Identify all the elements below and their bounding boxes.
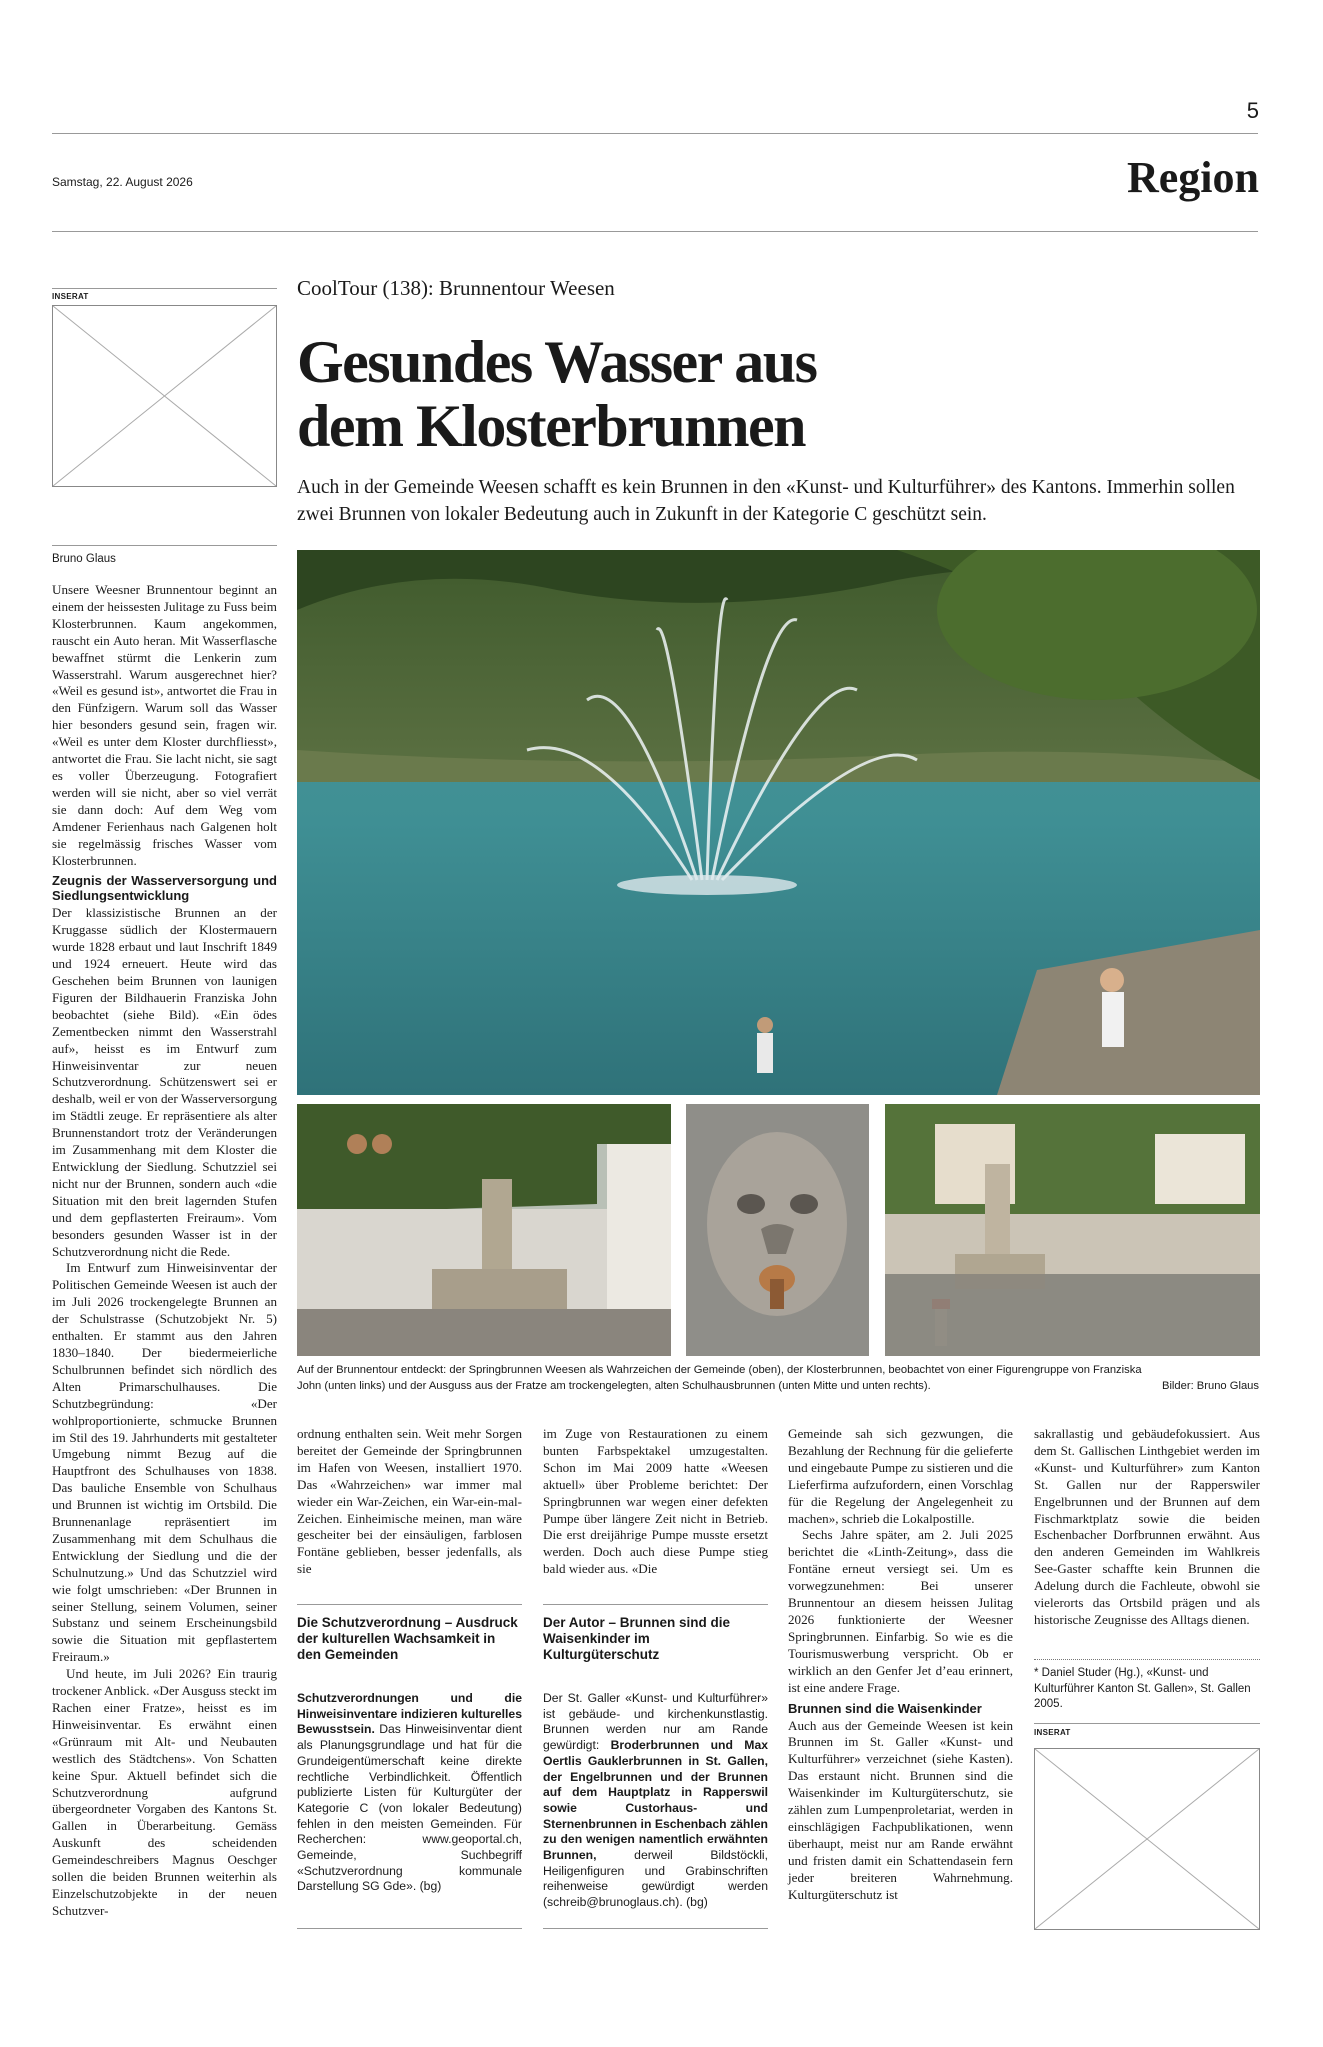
paragraph: Der klassizistische Brunnen an der Kruggasse südlich der Klostermauern wurde 1828 erbaut und laut Inschrift 1849 und 1924 erneuert. Heute wird das Geschehen beim Brunnen von launigen Figuren der Bildhauerin Franziska John beobachtet (siehe Bild). «Ein ödes Zementbecken nimmt den Wasserstrahl auf», heisst es im Entwurf zum Hinweisinventar zur neuen Schutzverordnung. Schützenswert sei er deshalb, weil er von der Wasserversorgung im Städtli zeuge. Er repräsentiere als alter Brunnenstandort trotz der Veränderungen im Zusammenhang mit dem Kloster die Entwicklung der Siedlung. Schutzziel sei nicht nur der Brunnen, sondern auch «die Situation mit den breit lagernden Stufen und dem gepflasterten Freiraum». Vom besonders gesunden Wasser ist in der Schutzverordnung nicht die Rede. <box>52 905 277 1259</box>
header-top-rule <box>52 133 1258 134</box>
ad-top-rule <box>1034 1723 1260 1724</box>
paragraph: Unsere Weesner Brunnentour beginnt an einem der heissesten Julitage zu Fuss beim Klosterbrunnen. Kaum angekommen, rauscht ein Auto heran. Mit Wasserflasche bewaffnet stürmt die Lenkerin zum Wasserstrahl. Warum ausgerechnet hier? «Weil es gesund ist», antwortet die Frau in den Fünfzigern. Warum soll das Wasser hier besonders gesund sein, fragen wir. «Weil es unter dem Kloster durchfliesst», antwortet die Frau. Sie lacht nicht, sie sagt es voller Überzeugung. Fotografiert werden will sie nicht, aber so viel verrät sie dann doch: Auf dem Weg vom Amdener Ferienhaus nach Galgenen holt sie regelmässig frisches Wasser vom Klosterbrunnen. <box>52 582 277 868</box>
photo-klosterbrunnen <box>297 1104 671 1356</box>
photo-credit: Bilder: Bruno Glaus <box>1161 1380 1259 1392</box>
subheading: Brunnen sind die Waisenkinder <box>788 1700 982 1716</box>
paragraph: Gemeinde sah sich gezwungen, die Bezahlung der Rechnung für die gelieferte und eingebaute Pumpe zu sistieren und die Lieferfirma aufzufordern, einen Vorschlag für die Regelung der Angelegenheit zu machen», schrieb die Lokalpostille. <box>788 1426 1013 1526</box>
photo-caption: Auf der Brunnentour entdeckt: der Springbrunnen Weesen als Wahrzeichen der Gemeinde (oben), der Klosterbrunnen, beobachtet von einer Figurengruppe von Franziska John (unten links) und der Ausguss aus der Fratze am trockengelegten, alten Schulhausbrunnen (unten Mitte und unten rechts). <box>297 1364 1142 1392</box>
photo-fratze <box>686 1104 869 1356</box>
article-column-1 <box>52 582 277 1920</box>
headline <box>297 330 1097 458</box>
paragraph: Im Entwurf zum Hinweisinventar der Politischen Gemeinde Weesen ist auch der im Juli 2026 trockengelegte Brunnen an der Schulstrasse (Schutzobjekt Nr. 5) enthalten. Er stammt aus den Jahren 1830–1840. Der biedermeierliche Schulbrunnen befindet sich nördlich des Alten Primarschulhauses. Die Schutzbegründung: «Der wohlproportionierte, schmucke Brunnen im Stil des 19. Jahrhunderts mit gestalteter Umgebung nimmt Bezug auf die Hauptfront des Schulhauses von 1838. Das bauliche Ensemble von Schulhaus und Brunnen ist wichtig im Ortsbild. Die Brunnenanlage repräsentiert im Zusammenhang mit dem Schulhaus die Entwicklung der Siedlung und die der Schulnutzung.» Und das Schutzziel wird wie folgt umschrieben: «Der Brunnen in seiner Stellung, seinem Volumen, seiner Substanz und seinem Erscheinungsbild sowie die Situation mit gepflastertem Freiraum.» <box>52 1260 277 1665</box>
photo-fountain <box>297 550 1260 1095</box>
issue-date: Samstag, 22. August 2026 <box>52 175 193 189</box>
paragraph: Sechs Jahre später, am 2. Juli 2025 berichtet die «Linth-Zeitung», dass die Fontäne erneut versiegt sei. Um es vorwegzunehmen: Bei unserer Brunnentour an diesem heissen Julitag 2026 funktionierte der Weesner Springbrunnen. Einfarbig. So wie es die Tourismuswerbung verspricht. Ob er wirklich an den Genfer Jet d’eau erinnert, ist eine andere Frage. <box>788 1527 1013 1695</box>
box-text: Der St. Galler «Kunst- und Kulturführer» ist gebäude- und kirchenkunstlastig. Brunnen werden nur am Rande gewürdigt: <box>543 1691 768 1753</box>
box-bottom-rule <box>543 1928 768 1929</box>
box-text: derweil Bildstöckli, Heiligenfiguren und Grabinschriften reihenweise gewürdigt werden (schreib@brunoglaus.ch). (bg) <box>543 1848 768 1910</box>
paragraph: Auch aus der Gemeinde Weesen ist kein Brunnen im St. Galler «Kunst- und Kulturführer» verzeichnet (siehe Kasten). Das erstaunt nicht. Brunnen sind die Waisenkinder im Kulturgüterschutz, sie zählen zum Lumpenproletariat, werden in einschlägigen Fachpublikationen, wenn überhaupt, meist nur am Rande erwähnt und fristen damit ein Schattendasein fern jeder breiteren Wahrnehmung. Kulturgüterschutz ist <box>788 1717 1013 1902</box>
photo-schulhausbrunnen <box>885 1104 1260 1356</box>
kicker: CoolTour (138): Brunnentour Weesen <box>297 276 615 300</box>
infobox-schutzverordnung <box>297 1615 522 1895</box>
header-bottom-rule <box>52 231 1258 232</box>
article-column-4 <box>788 1426 1013 1903</box>
headline-line-1: Gesundes Wasser aus <box>297 329 817 395</box>
paragraph: Und heute, im Juli 2026? Ein traurig trockener Anblick. «Der Ausguss steckt im Rachen einer Fratze», heisst es im Hinweisinventar. Es erwähnt einen «Grünraum mit Alt- und Neubauten westlich des Städtchens». Von Schatten keine Spur. Aktuell befindet sich die Schutzverordnung aufgrund übergeordneter Vorgaben des Kantons St. Gallen in Überarbeitung. Gemäss Auskunft des scheidenden Gemeindeschreibers Magnus Oeschger sollen die beiden Brunnen weiterhin als Einzelschutzobjekte in der neuen Schutzver- <box>52 1666 277 1918</box>
infobox-autor <box>543 1615 768 1911</box>
author-byline: Bruno Glaus <box>52 553 116 565</box>
box-text: Das Hinweisinventar dient als Planungsgrundlage und hat für die Grundeigentümerschaft keine direkte rechtliche Verbindlichkeit. Öffentlich publizierte Listen für Kulturgüter der Kategorie C (von lokaler Bedeutung) fehlen in den meisten Gemeinden. Für Recherchen: www.geoportal.ch, Gemeinde, Suchbegriff «Schutzverordnung kommunale Darstellung SG Gde». (bg) <box>297 1722 522 1894</box>
article-column-3 <box>543 1426 768 1578</box>
footnote-rule <box>1034 1659 1260 1660</box>
paragraph: im Zuge von Restaurationen zu einem bunten Farbspektakel umzugestalten. Schon im Mai 2009 hatte «Weesen aktuell» über Probleme berichtet: Der Springbrunnen war wegen einer defekten Pumpe über längere Zeit nicht in Betrieb. Die erst dreijährige Pumpe musste ersetzt werden. Doch auch diese Pumpe stieg bald wieder aus. «Die <box>543 1426 768 1577</box>
ad-placeholder <box>52 305 277 487</box>
author-rule <box>52 545 277 546</box>
article-lead: Auch in der Gemeinde Weesen schafft es kein Brunnen in den «Kunst- und Kulturführer» des Kantons. Immerhin sollen zwei Brunnen von lokaler Bedeutung auch in Zukunft in der Kategorie C geschützt sein. <box>297 477 1235 525</box>
box-title: Die Schutzverordnung – Ausdruck der kulturellen Wachsamkeit in den Gemeinden <box>297 1615 518 1662</box>
ad-placeholder <box>1034 1748 1260 1930</box>
subheading: Zeugnis der Wasserversorgung und Siedlungsentwicklung <box>52 873 277 904</box>
box-bottom-rule <box>297 1928 522 1929</box>
headline-line-2: dem Klosterbrunnen <box>297 393 806 459</box>
box-bold-text: Broderbrunnen und Max Oertlis Gauklerbrunnen in St. Gallen, der Engelbrunnen und der Brunnen auf dem Hauptplatz in Rapperswil sowie Custorhaus- und Sternenbrunnen in Eschenbach zählen zu den wenigen namentlich erwähnten Brunnen, <box>543 1738 768 1863</box>
footnote: * Daniel Studer (Hg.), «Kunst- und Kulturführer Kanton St. Gallen», St. Gallen 2005. <box>1034 1667 1251 1710</box>
ad-top-rule <box>52 288 277 289</box>
article-column-2 <box>297 1426 522 1578</box>
section-title: Region <box>1127 153 1259 202</box>
box-lead: Schutzverordnungen und die Hinweisinventare indizieren kulturelles Bewusstsein. <box>297 1691 522 1737</box>
ad-label: INSERAT <box>1034 1728 1071 1737</box>
box-rule <box>543 1604 768 1605</box>
box-rule <box>297 1604 522 1605</box>
paragraph: ordnung enthalten sein. Weit mehr Sorgen bereitet der Gemeinde der Springbrunnen im Hafen von Weesen, installiert 1970. Das «Wahrzeichen» war immer mal wieder ein War-Zeichen, ein War-ein-mal-Zeichen. Einheimische meinen, man wäre gescheiter bei der einsäuligen, farblosen Fontäne geblieben, besser jedenfalls, als sie <box>297 1426 522 1577</box>
paragraph: sakrallastig und gebäudefokussiert. Aus dem St. Gallischen Linthgebiet werden im «Kunst- und Kulturführer» zum Kanton St. Gallen nur der Rapperswiler Engelbrunnen und der Brunnen auf dem Fischmarktplatz sowie die beiden Eschenbacher Dorfbrunnen erwähnt. Aus den anderen Gemeinden im Wahlkreis See-Gaster schaffte kein Brunnen die Adelung durch die Fachleute, obwohl sie vielerorts das Ortsbild prägen und als historische Zeugnisse des Alltags dienen. <box>1034 1426 1260 1627</box>
ad-label: INSERAT <box>52 292 89 301</box>
box-title: Der Autor – Brunnen sind die Waisenkinder im Kulturgüterschutz <box>543 1615 731 1662</box>
page-number: 5 <box>1246 98 1259 123</box>
article-column-5 <box>1034 1426 1260 1629</box>
